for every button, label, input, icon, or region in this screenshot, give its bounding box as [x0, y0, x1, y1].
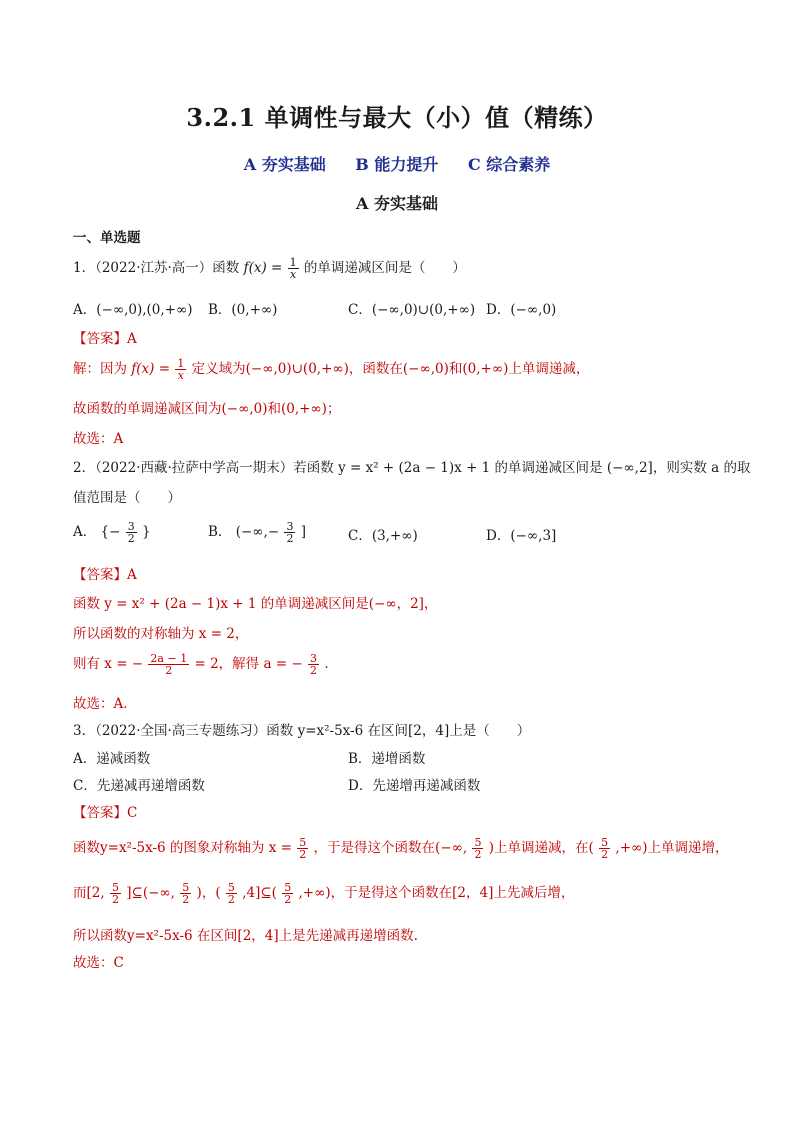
q1-option-d[interactable]: D．(−∞,0) [486, 302, 557, 318]
q2-b-num: 3 [286, 520, 294, 533]
q3-sol2-mid: ]⊆(−∞, [126, 885, 175, 901]
q2-option-b-close: ] [300, 524, 307, 540]
q3-sol1-end: ,+∞)上单调递增， [615, 840, 729, 856]
q3-stem: 3．（2022·全国·高三专题练习）函数 y=x²-5x-6 在区间[2，4]上是（ ） [73, 723, 531, 739]
q1-frac-num: 1 [289, 256, 297, 269]
q2-sol3-num2: 3 [310, 652, 318, 665]
q1-frac-den: x [290, 268, 297, 281]
q1-option-b[interactable]: B．(0,+∞) [208, 302, 278, 318]
q1-func: f(x) = [243, 260, 283, 276]
q3-sol2-frac4 [282, 882, 293, 905]
q2-stem-line1: 2．（2022·西藏·拉萨中学高一期末）若函数 y = x² + (2a − 1)x + 1 的单调递减区间是 (−∞,2]，则实数 a 的取 [73, 460, 751, 476]
q2-sol3-fraction2 [308, 653, 319, 676]
q2-solution-line2: 所以函数的对称轴为 x = 2， [73, 626, 249, 642]
q2-sol3-den: 2 [165, 664, 173, 677]
q3-sol1-den2: 2 [474, 848, 482, 861]
q3-solution-line1 [73, 836, 729, 860]
q2-answer: 【答案】A [73, 567, 137, 583]
tab-basic[interactable]: A 夯实基础 [243, 155, 326, 174]
q3-sol1-mid2: )上单调递减，在( [488, 840, 594, 856]
q2-a-num: 3 [127, 520, 135, 533]
q2-sol3-end: . [324, 656, 329, 672]
q3-sol2-mid2: )，( [196, 885, 221, 901]
q3-sol2-frac2 [180, 882, 191, 905]
q2-option-d[interactable]: D．(−∞,3] [486, 528, 557, 544]
q2-option-b[interactable] [208, 520, 306, 544]
q2-sol3-den2: 2 [310, 664, 318, 677]
q3-sol2-num2: 5 [182, 881, 190, 894]
q2-option-a-label: A． [73, 524, 97, 540]
level-tabs [0, 152, 794, 175]
q3-sol2-text: 而[2, [73, 885, 105, 901]
q3-sol2-num: 5 [111, 881, 119, 894]
q3-sol2-den2: 2 [182, 893, 190, 906]
q3-sol2-den3: 2 [227, 893, 235, 906]
q1-sol-frac-den: x [177, 369, 184, 382]
tab-comprehensive[interactable]: C 综合素养 [467, 155, 551, 174]
q2-option-a-open: {− [100, 524, 121, 540]
q3-sol2-frac [110, 882, 121, 905]
part-heading: 一、单选题 [73, 230, 141, 246]
q3-sol2-den: 2 [111, 893, 119, 906]
q3-sol1-frac [297, 837, 308, 860]
q1-stem [73, 256, 466, 280]
q3-solution-line3: 所以函数y=x²-5x-6 在区间[2，4]上是先递减再递增函数. [73, 928, 418, 944]
q3-sol1-num3: 5 [601, 836, 609, 849]
q2-stem-line2: 值范围是（ ） [73, 490, 181, 506]
q3-choose: 故选：C [73, 955, 124, 971]
q3-solution-line2 [73, 881, 574, 905]
q1-fraction [288, 257, 299, 280]
q1-sol-func: f(x) = [131, 361, 171, 377]
q1-answer: 【答案】A [73, 331, 137, 347]
q2-b-den: 2 [286, 532, 294, 545]
q3-option-a[interactable]: A．递减函数 [73, 751, 151, 767]
q3-sol1-mid: ，于是得这个函数在(−∞, [313, 840, 468, 856]
q2-option-a-fraction [126, 521, 137, 544]
q2-option-a-close: } [142, 524, 151, 540]
q3-option-c[interactable]: C．先递减再递增函数 [73, 778, 205, 794]
q2-solution-line3 [73, 652, 329, 676]
q1-sol-text-end: 定义域为(−∞,0)∪(0,+∞)，函数在(−∞,0)和(0,+∞)上单调递减， [191, 361, 590, 377]
q3-sol1-den: 2 [299, 848, 307, 861]
q2-option-b-fraction [284, 521, 295, 544]
q2-option-b-open: (−∞,− [235, 524, 280, 540]
q3-sol1-num: 5 [299, 836, 307, 849]
q3-sol1-frac3 [599, 837, 610, 860]
q1-sol-fraction [175, 358, 186, 381]
q2-solution-line1: 函数 y = x² + (2a − 1)x + 1 的单调递减区间是(−∞，2]， [73, 596, 438, 612]
q3-answer: 【答案】C [73, 805, 138, 821]
q3-option-d[interactable]: D．先递增再递减函数 [348, 778, 481, 794]
tab-advanced[interactable]: B 能力提升 [355, 155, 439, 174]
q3-option-b[interactable]: B．递增函数 [348, 751, 426, 767]
q3-sol2-num4: 5 [284, 881, 292, 894]
q3-sol2-frac3 [226, 882, 237, 905]
q2-a-den: 2 [127, 532, 135, 545]
q3-sol1-frac2 [472, 837, 483, 860]
q1-stem-end: 的单调递减区间是（ ） [303, 260, 466, 276]
q2-sol3-num: 2a − 1 [150, 652, 188, 665]
q2-choose: 故选：A． [73, 696, 137, 712]
section-heading: A 夯实基础 [356, 194, 438, 213]
q3-sol1-den3: 2 [601, 848, 609, 861]
q2-option-a[interactable] [73, 520, 151, 544]
q3-sol2-end: ,+∞)，于是得这个函数在[2，4]上先减后增， [298, 885, 575, 901]
q2-option-b-label: B． [208, 524, 232, 540]
page-title: 3.2.1 单调性与最大（小）值（精练） [186, 103, 608, 132]
q2-sol3-fraction [148, 653, 189, 676]
q1-solution-line1 [73, 357, 589, 381]
q2-sol3-mid: = 2，解得 a = − [194, 656, 303, 672]
q3-sol1-num2: 5 [474, 836, 482, 849]
q1-option-a[interactable]: A．(−∞,0),(0,+∞) [73, 302, 193, 318]
q1-stem-text: 1．（2022·江苏·高一）函数 [73, 260, 240, 276]
q2-sol3-text: 则有 x = − [73, 656, 144, 672]
q3-sol2-num3: 5 [227, 881, 235, 894]
q3-sol1-text: 函数y=x²-5x-6 的图象对称轴为 x = [73, 840, 292, 856]
q1-option-c[interactable]: C．(−∞,0)∪(0,+∞) [348, 302, 476, 318]
q1-solution-line2: 故函数的单调递减区间为(−∞,0)和(0,+∞)； [73, 401, 341, 417]
q3-sol2-mid3: ,4]⊆( [242, 885, 277, 901]
q1-choose: 故选：A [73, 431, 124, 447]
q1-sol-frac-num: 1 [177, 357, 185, 370]
q3-sol2-den4: 2 [284, 893, 292, 906]
q1-sol-text: 解：因为 [73, 361, 127, 377]
q2-option-c[interactable]: C．(3,+∞) [348, 528, 418, 544]
